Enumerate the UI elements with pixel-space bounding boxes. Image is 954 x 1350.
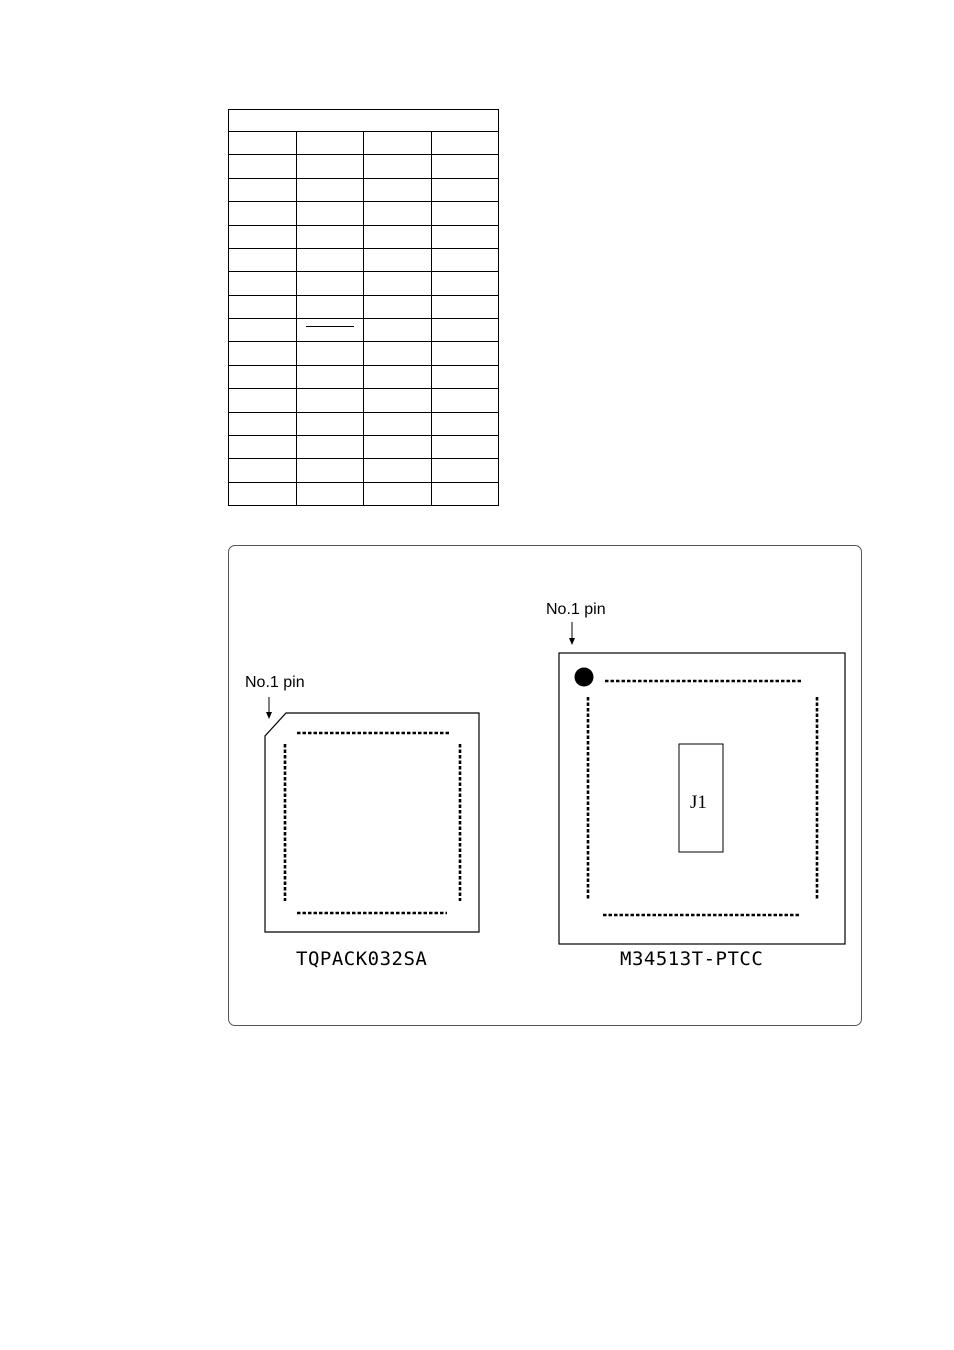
table-cell xyxy=(296,389,364,412)
table-cell xyxy=(364,459,432,482)
table-cell xyxy=(229,272,297,295)
table-cell xyxy=(229,132,297,155)
pin-assignment-table xyxy=(228,109,499,506)
table-cell xyxy=(296,248,364,271)
table-row xyxy=(229,319,499,342)
table-row xyxy=(229,459,499,482)
table-cell xyxy=(296,272,364,295)
table-row xyxy=(229,435,499,458)
table-row xyxy=(229,248,499,271)
table-cell xyxy=(364,482,432,505)
table-cell xyxy=(431,295,499,318)
table-cell xyxy=(229,202,297,225)
table-cell xyxy=(364,272,432,295)
package-figure-panel xyxy=(228,545,862,1026)
table-cell xyxy=(364,155,432,178)
table-cell xyxy=(229,389,297,412)
table-cell xyxy=(364,389,432,412)
table-cell xyxy=(229,459,297,482)
table-row xyxy=(229,155,499,178)
table-cell xyxy=(364,319,432,342)
table-cell xyxy=(229,319,297,342)
left-package-caption: TQPACK032SA xyxy=(296,948,428,970)
table-cell xyxy=(364,225,432,248)
table-row xyxy=(229,225,499,248)
table-body xyxy=(229,132,499,506)
table-cell xyxy=(296,319,364,342)
table-cell xyxy=(229,435,297,458)
table-cell xyxy=(431,365,499,388)
table-cell xyxy=(296,482,364,505)
table-row xyxy=(229,365,499,388)
table-cell xyxy=(229,178,297,201)
table-cell xyxy=(431,459,499,482)
table-cell xyxy=(431,155,499,178)
table-cell xyxy=(431,389,499,412)
table-cell xyxy=(364,412,432,435)
table-cell xyxy=(296,435,364,458)
left-package-outline xyxy=(265,713,479,932)
left-pin1-label: No.1 pin xyxy=(245,674,305,691)
table-cell xyxy=(296,155,364,178)
table-cell xyxy=(364,435,432,458)
right-pin1-label: No.1 pin xyxy=(546,601,606,618)
table-cell xyxy=(364,132,432,155)
table-cell xyxy=(296,342,364,365)
table-cell xyxy=(296,132,364,155)
table-cell xyxy=(229,248,297,271)
table-row xyxy=(229,389,499,412)
table-cell xyxy=(431,132,499,155)
table-cell xyxy=(229,365,297,388)
table-row xyxy=(229,412,499,435)
table-cell xyxy=(229,342,297,365)
connector-j1-label: J1 xyxy=(690,792,707,813)
table-cell xyxy=(364,342,432,365)
right-pin1-arrow-head xyxy=(569,638,575,645)
table-cell xyxy=(296,178,364,201)
pin1-mark-dot xyxy=(575,668,594,687)
table-cell xyxy=(296,459,364,482)
table-cell xyxy=(296,365,364,388)
table-cell xyxy=(364,178,432,201)
table-row xyxy=(229,178,499,201)
table-header xyxy=(229,110,499,132)
table-cell xyxy=(431,178,499,201)
table-row xyxy=(229,482,499,505)
table-cell xyxy=(431,342,499,365)
table-row xyxy=(229,295,499,318)
table-cell xyxy=(229,155,297,178)
table-cell xyxy=(229,412,297,435)
table-cell xyxy=(296,295,364,318)
table-cell xyxy=(296,412,364,435)
table-cell xyxy=(296,225,364,248)
table-row xyxy=(229,202,499,225)
overline-mark xyxy=(306,326,354,327)
table-cell xyxy=(431,272,499,295)
table-cell xyxy=(431,435,499,458)
right-package-caption: M34513T-PTCC xyxy=(620,948,764,970)
table-row xyxy=(229,272,499,295)
table-cell xyxy=(431,319,499,342)
table-cell xyxy=(229,482,297,505)
table-cell xyxy=(431,412,499,435)
table-row xyxy=(229,132,499,155)
table-cell xyxy=(296,202,364,225)
table-cell xyxy=(431,248,499,271)
table-cell xyxy=(364,202,432,225)
table-cell xyxy=(364,295,432,318)
table-cell xyxy=(364,248,432,271)
table-cell xyxy=(229,225,297,248)
left-pin1-arrow-head xyxy=(266,712,272,719)
table-cell xyxy=(431,482,499,505)
table-cell xyxy=(364,365,432,388)
table-row xyxy=(229,342,499,365)
table-cell xyxy=(431,202,499,225)
table-cell xyxy=(431,225,499,248)
table-cell xyxy=(229,295,297,318)
table-header-row xyxy=(229,110,499,132)
